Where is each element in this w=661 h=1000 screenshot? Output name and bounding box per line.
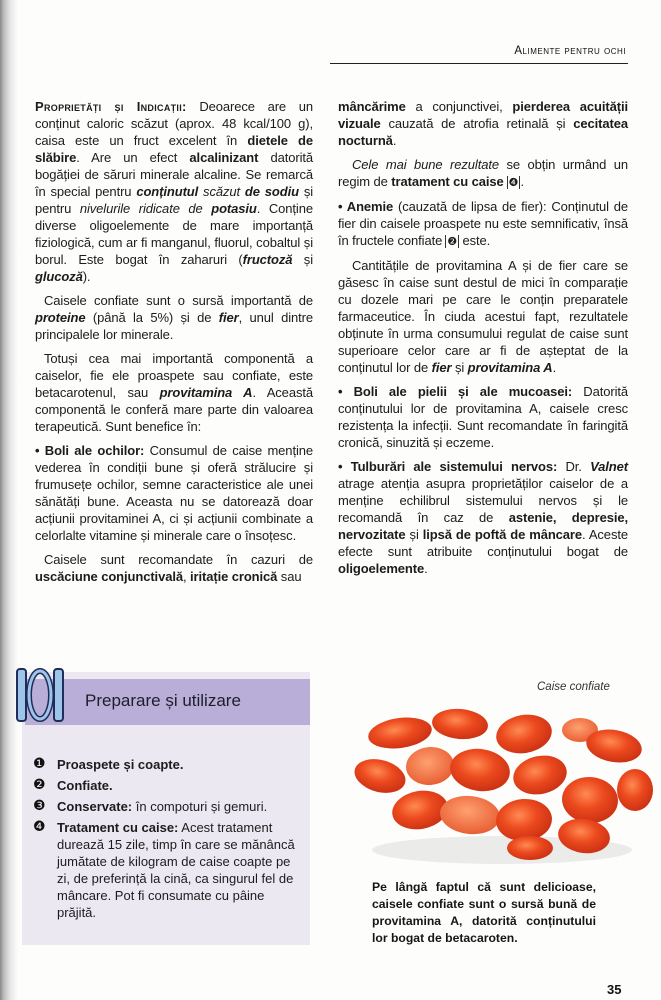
bold-term: alcalinizant [189,150,259,165]
bold-term: cecitatea nocturnă [338,116,628,148]
text-run: Caisele sunt recomandate în cazuri de [44,552,313,567]
bold-term: Conservate: [57,799,133,814]
preparation-section-icon [13,663,67,727]
header-rule [330,63,628,64]
bullet-paragraph [338,198,628,250]
text-run: . [520,174,524,189]
text-run: Acest tratament durează 15 zile, timp în care se mănâncă jumătate de kilogram de caise coapte pe zi, de preferință la cină, ca singurul fel de mâncare. Pot fi consumate cu pâine prăjită. [57,820,295,920]
apricot [404,745,455,787]
text-run: , [182,569,191,584]
text-run: Deoarece are un conținut caloric scăzut (aprox. 48 kcal/100 g), caisa este un fruct excelent în [35,99,313,148]
text-run: . Aceste efecte sunt atribuite conținutului bogat de [338,527,628,559]
preparation-title: Preparare și utilizare [85,691,241,710]
apricot [617,769,653,811]
bullet-paragraph [338,383,628,451]
text-run: (cauzată de lipsa de fier): Conținutul de fier din caisele proaspete nu este semnificativ, însă în fructele confiate [338,199,628,248]
text-run: Datorită conținutului lor de provitamina A, caisele cresc rezistența la infecții. Sunt recomandate în faringită cronică, sinuzită și eczeme. [338,384,628,450]
item-number-marker: ❸ [33,798,46,814]
apricot [507,836,553,860]
body-paragraph [338,156,628,191]
italic-phrase: Cele mai bune rezultate [352,157,499,172]
text-run: ). [82,269,91,284]
text-run: și [451,360,468,375]
left-text-column [35,98,313,592]
bold-italic-term: fier [218,310,239,325]
text-run: și [405,527,423,542]
bold-term: pierderea acuității vizuale [338,99,629,131]
text-run: datorită bogăției de săruri minerale alcaline. Se remarcă în special pentru [35,150,314,199]
bold-italic-term: provitamina A [159,385,253,400]
apricot [438,793,502,837]
item-text [57,819,298,921]
bold-term: dietele de slăbire [35,133,314,165]
body-paragraph [35,350,313,435]
text-run: . [392,133,397,148]
bold-term: astenie, depresie, nervozitate [338,510,628,542]
text-run: . Conține diverse oligoelemente de mare importanță fiziologică, cum ar fi manganul, fluorul, cobaltul și borul. Este bogat în zaharuri ( [35,201,313,267]
running-header: Alimente pentru ochi [514,45,626,57]
text-run: Consumul de caise menține vederea în condiții bune și oferă strălucire și frumusețe ochilor, semne caracteristice ale unei sănătăți bune. Aceasta nu se datorează doar acțiunii provitaminei A, ci și acțiunii combinate a celorlalte vitamine și minerale care o însoțesc. [35,443,313,543]
preparation-reference-marker: ❷ [447,235,457,248]
intro-paragraph [35,98,313,285]
item-text [57,777,298,794]
bold-term: lipsă de poftă de mâncare [422,527,583,542]
italic-phrase: nivelurile ridicate de [79,201,212,216]
bullet-paragraph [338,458,628,577]
apricot [447,745,512,795]
bold-term: uscăciune conjunctivală [35,569,183,584]
bold-term: • Anemie [338,199,394,214]
bold-italic-term: potasiu [211,201,257,216]
section-label: Proprietăți și Indicații: [35,99,187,114]
apricot [493,710,555,757]
preparation-reference-marker: ❹ [508,176,519,189]
text-run: . Are un efect [76,150,190,165]
bold-term: • Boli ale pielii și ale mucoasei: [338,384,573,399]
text-run: atrage atenția asupra proprietăților caiselor de a menține echilibrul sistemului nervos și le recomandă în caz de [338,476,628,525]
text-run: este. [459,233,491,248]
bold-term: tratament cu caise [391,174,504,189]
bold-italic-term: de sodiu [244,184,299,199]
bullet-paragraph [35,442,313,544]
figure-caption: Pe lângă faptul că sunt delicioase, caisele confiate sunt o sursă bună de provitamina A, datorită conținutului lor bogat de betacaroten. [372,880,596,945]
bold-term: Proaspete și coapte. [57,757,184,772]
text-run: sau [277,569,302,584]
preparation-item [33,756,298,773]
text-run: Totuși cea mai importantă componentă a caiselor, fie ele proaspete sau confiate, este betacarotenul, sau [35,351,313,400]
page-number: 35 [607,982,622,997]
text-run: în compoturi și gemuri. [132,799,268,814]
continued-paragraph [338,98,628,149]
text-run: . Această componentă le conferă mare parte din valoarea terapeutică. Sunt benefice în: [35,385,313,434]
preparation-item [33,798,298,815]
text-run: se obțin urmând un regim de [338,157,628,189]
dried-apricots-photo [352,700,657,870]
text-run: și pentru [35,184,314,216]
text-run: a conjunctivei, [405,99,513,114]
bold-term: Confiate. [57,778,113,793]
apricot [560,775,620,826]
text-run: (până la 5%) și de [85,310,219,325]
bold-italic-term: glucoză [35,269,83,284]
bold-italic-term: provitamina A [467,360,553,375]
text-run: . [552,360,557,375]
item-number-marker: ❷ [33,777,46,793]
apricot [366,714,434,753]
item-number-marker: ❶ [33,756,46,772]
text-run: și [292,252,313,267]
bold-italic-term: proteine [35,310,86,325]
bold-term: • Boli ale ochilor: [35,443,145,458]
bold-italic-term: conținutul [136,184,199,199]
bold-term: Tratament cu caise: [57,820,179,835]
text-run: Dr. [557,459,591,474]
body-paragraph [35,551,313,585]
text-run: Caisele confiate sunt o sursă importantă de [44,293,313,308]
bold-term: mâncărime [338,99,406,114]
bold-italic-term: fier [431,360,452,375]
preparation-list [33,756,298,925]
apricot [352,754,409,798]
body-paragraph [338,257,628,376]
item-text [57,756,298,773]
preparation-item [33,777,298,794]
text-run: , unul dintre principalele lor minerale. [35,310,313,342]
apricot [510,751,571,799]
body-paragraph [35,292,313,343]
text-run: cauzată de atrofia retinală și [380,116,574,131]
book-gutter-shadow [0,0,18,1000]
bold-term: iritație cronică [190,569,278,584]
preparation-item [33,819,298,921]
item-text [57,798,298,815]
bold-italic-term: fructoză [242,252,293,267]
figure-label: Caise confiate [537,681,610,693]
bold-term: oligoelemente [338,561,425,576]
bold-term: • Tulburări ale sistemului nervos: [338,459,558,474]
bold-italic-term: Valnet [590,459,628,474]
text-run: Cantitățile de provitamina A și de fier care se găsesc în caise sunt destul de mici în comparație cu dozele mari pe care le conțin preparatele farmaceutice. În ciuda acestui fapt, rezultatele obținute în urma consumului regulat de caise sunt superioare celor care ar fi de așteptat de la conținutul lor de [338,258,628,375]
apricot [431,707,489,742]
item-number-marker: ❹ [33,819,46,835]
italic-phrase: scăzut [198,184,245,199]
text-run: . [424,561,428,576]
right-text-column [338,98,628,584]
